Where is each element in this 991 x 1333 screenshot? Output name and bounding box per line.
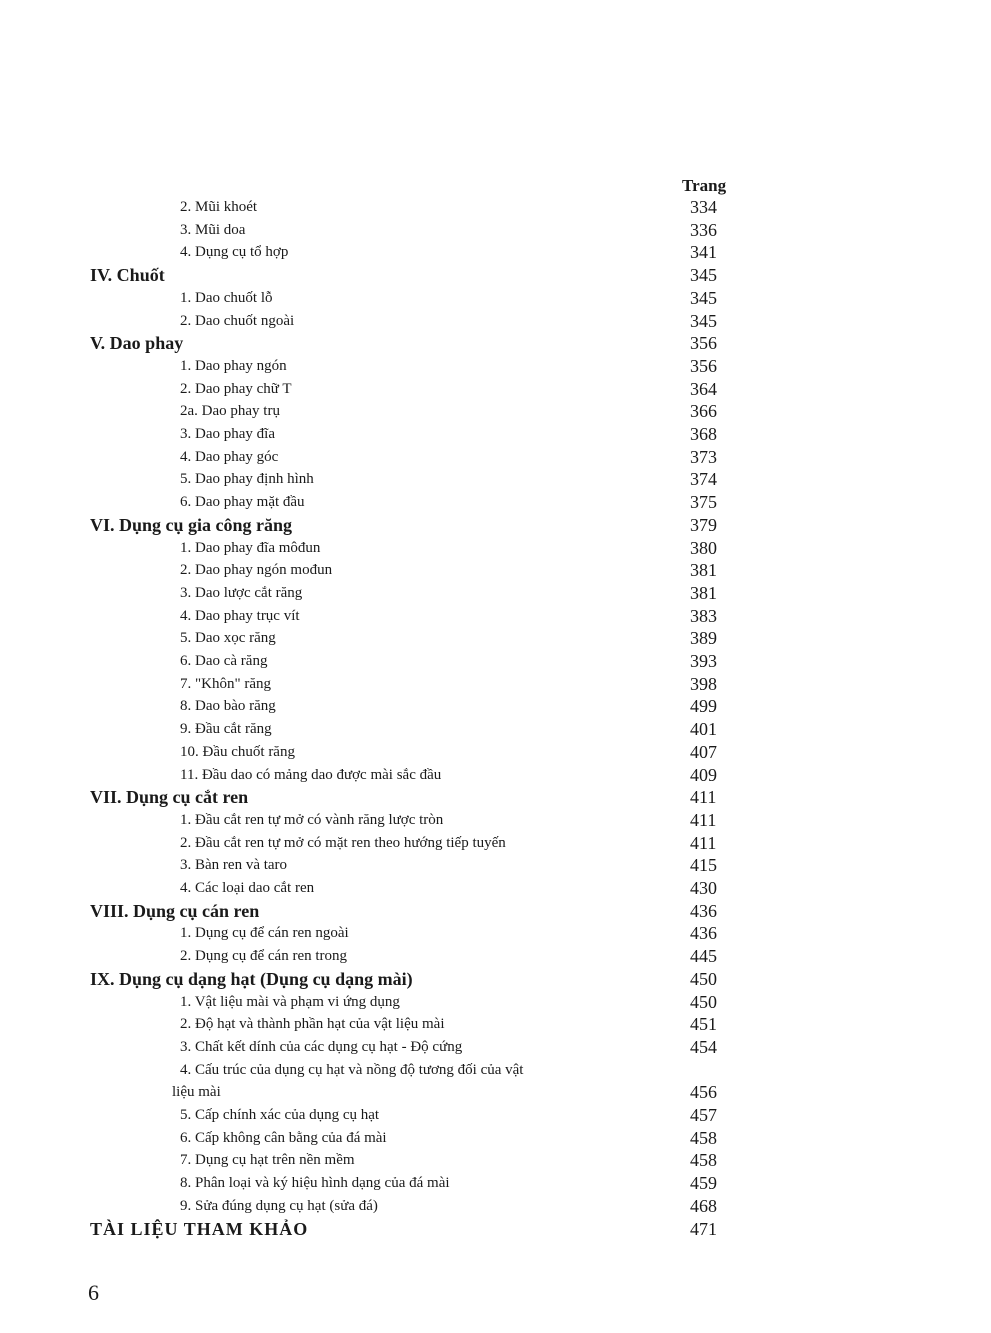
toc-section-entry — [0, 514, 991, 538]
toc-entry — [0, 627, 991, 651]
toc-entry-title: 1. Dao chuốt lỗ — [180, 289, 273, 306]
toc-entry-page: 368 — [690, 424, 717, 444]
toc-entry-title: 9. Sửa đúng dụng cụ hạt (sửa đá) — [180, 1197, 378, 1214]
toc-entry-title: 3. Mũi doa — [180, 221, 246, 238]
toc-entry-page: 409 — [690, 764, 717, 785]
toc-entry-title: 8. Dao bào răng — [180, 698, 276, 715]
toc-entry — [0, 1149, 991, 1173]
page-column-header: Trang — [682, 176, 727, 195]
toc-entry-page: 345 — [690, 287, 717, 308]
toc-entry-page: 393 — [690, 651, 717, 671]
toc-entry-title: 1. Dụng cụ để cán ren ngoài — [180, 925, 349, 942]
toc-entry-title: 4. Dao phay góc — [180, 448, 279, 465]
toc-entry-page: 499 — [690, 696, 717, 717]
toc-entry-title: 4. Dụng cụ tổ hợp — [180, 244, 289, 261]
toc-entry-title: 2. Độ hạt và thành phần hạt của vật liệu mài — [180, 1016, 445, 1033]
toc-entry-title: 8. Phân loại và ký hiệu hình dạng của đá mài — [180, 1175, 450, 1192]
toc-entry-page: 375 — [690, 492, 717, 513]
toc-entry — [0, 1104, 991, 1128]
toc-entry-title: 4. Dao phay trục vít — [180, 607, 300, 624]
toc-entry-title: 11. Đầu dao có mảng dao được mài sắc đầu — [180, 766, 442, 783]
toc-entry — [0, 650, 991, 674]
toc-entry-title: 3. Bàn ren và taro — [180, 857, 288, 874]
toc-entry — [0, 355, 991, 379]
toc-entry-page: 411 — [690, 832, 717, 853]
toc-entry-page: 374 — [690, 469, 717, 490]
toc-entry — [0, 673, 991, 697]
toc-section-entry — [0, 264, 991, 288]
toc-entry-title: liệu mài — [172, 1084, 221, 1101]
toc-entry-title: 2a. Dao phay trụ — [180, 403, 280, 420]
toc-entry-title: VII. Dụng cụ cắt ren — [90, 787, 249, 808]
toc-entry-title: V. Dao phay — [90, 333, 184, 354]
toc-section-entry — [0, 332, 991, 356]
toc-entry-page: 401 — [690, 719, 717, 740]
toc-entry — [0, 832, 991, 856]
toc-entry-page: 411 — [690, 787, 717, 808]
toc-entry-title: 6. Dao cà răng — [180, 653, 268, 669]
toc-entry-title: 2. Dao chuốt ngoài — [180, 312, 295, 329]
toc-entry-page: 345 — [690, 310, 717, 331]
toc-entry-page: 456 — [690, 1082, 717, 1103]
toc-entry — [0, 764, 991, 788]
toc-entry-title: 2. Mũi khoét — [180, 199, 258, 215]
toc-entry-page: 468 — [690, 1195, 717, 1216]
toc-entry-page: 407 — [690, 741, 717, 762]
toc-entry — [0, 695, 991, 719]
toc-entry — [0, 582, 991, 606]
toc-entry — [0, 741, 991, 765]
toc-section-entry — [0, 786, 991, 810]
toc-entry-title: 3. Dao lược cắt răng — [180, 584, 303, 601]
toc-entry-page: 411 — [690, 809, 717, 830]
toc-entry-title: 2. Dao phay chữ T — [180, 380, 292, 397]
toc-entry-title: 2. Đầu cắt ren tự mở có mặt ren theo hướng tiếp tuyến — [180, 834, 506, 851]
toc-entry — [0, 877, 991, 901]
toc-entry-page: 458 — [690, 1150, 717, 1171]
toc-entry-page: 336 — [690, 219, 717, 240]
toc-entry-page: 398 — [690, 673, 717, 694]
toc-entry — [0, 310, 991, 334]
toc-entry — [0, 1013, 991, 1037]
toc-entry — [0, 287, 991, 311]
toc-entry-title: VIII. Dụng cụ cán ren — [90, 900, 260, 921]
toc-entry-title: VI. Dụng cụ gia công răng — [90, 514, 293, 535]
toc-entry — [0, 400, 991, 424]
toc-entry-page: 383 — [690, 605, 717, 626]
toc-entry-title: 4. Cấu trúc của dụng cụ hạt và nồng độ tương đối của vật — [180, 1061, 524, 1078]
toc-entry-page: 459 — [690, 1173, 717, 1194]
toc-entry-page: 450 — [690, 968, 717, 989]
toc-entry-title: 2. Dụng cụ để cán ren trong — [180, 948, 348, 965]
toc-entry — [0, 491, 991, 515]
page-number: 6 — [88, 1280, 99, 1305]
toc-entry-page: 415 — [690, 855, 717, 876]
toc-entry — [0, 446, 991, 470]
toc-entry-page: 451 — [690, 1014, 717, 1035]
toc-entry — [0, 559, 991, 583]
toc-entry-page: 454 — [690, 1036, 717, 1057]
toc-entry-title: 7. "Khôn" răng — [180, 675, 271, 692]
toc-entry — [0, 1172, 991, 1196]
toc-entry — [0, 809, 991, 833]
toc-entry-page: 356 — [690, 333, 717, 354]
toc-entry — [0, 718, 991, 742]
toc-entry-title: 1. Đầu cắt ren tự mở có vành răng lược tròn — [180, 811, 444, 828]
toc-entry-title: IV. Chuốt — [90, 265, 165, 286]
toc-entry-title: 5. Dao phay định hình — [180, 471, 314, 488]
toc-section-entry — [0, 968, 991, 992]
toc-entry — [0, 854, 991, 878]
toc-entry-page: 450 — [690, 991, 717, 1012]
toc-entry — [0, 219, 991, 243]
toc-section-entry — [0, 1218, 991, 1242]
toc-entry — [0, 605, 991, 629]
toc-entry-page: 341 — [690, 242, 717, 263]
toc-entry-page: 445 — [690, 946, 717, 967]
toc-entry-page: 380 — [690, 537, 717, 558]
toc-entry-title: 3. Dao phay đĩa — [180, 426, 275, 442]
toc-entry-title: 5. Dao xọc răng — [180, 630, 276, 647]
toc-entry-title: 1. Dao phay đĩa môđun — [180, 539, 321, 556]
toc-entry — [0, 991, 991, 1015]
toc-entry-page: 379 — [690, 514, 717, 535]
toc-entry — [0, 945, 991, 969]
toc-entry — [0, 1036, 991, 1060]
toc-entry-page: 436 — [690, 900, 717, 921]
toc-entry-page: 366 — [690, 401, 717, 422]
toc-entry-page: 373 — [690, 446, 717, 467]
toc-entry — [0, 468, 991, 492]
toc-entry-title: 7. Dụng cụ hạt trên nền mềm — [180, 1152, 355, 1169]
toc-entry-page: 458 — [690, 1127, 717, 1148]
toc-entry-title: 6. Dao phay mặt đầu — [180, 494, 305, 511]
toc-entry — [0, 1059, 991, 1083]
toc-entry-page: 381 — [690, 560, 717, 581]
toc-entry-title: 10. Đầu chuốt răng — [180, 743, 295, 760]
toc-entry-title: 3. Chất kết dính của các dụng cụ hạt - Độ cứng — [180, 1038, 463, 1055]
toc-entry — [0, 922, 991, 946]
toc-entry — [0, 1195, 991, 1219]
toc-entry — [0, 1081, 991, 1105]
toc-entry-title: IX. Dụng cụ dạng hạt (Dụng cụ dạng mài) — [90, 968, 413, 989]
toc-entry-page: 471 — [690, 1218, 717, 1239]
toc-entry-title: 4. Các loại dao cắt ren — [180, 880, 315, 896]
toc-entry-page: 356 — [690, 355, 717, 376]
toc-entry-page: 457 — [690, 1105, 717, 1125]
toc-entry-page: 381 — [690, 582, 717, 603]
toc-section-entry — [0, 900, 991, 924]
toc-entry-page: 364 — [690, 378, 717, 399]
toc-entry — [0, 423, 991, 447]
toc-entry-title: 9. Đầu cắt răng — [180, 721, 272, 738]
toc-entry-title: 6. Cấp không cân bằng của đá mài — [180, 1129, 387, 1146]
toc-entry-page: 334 — [690, 197, 717, 217]
toc-entry — [0, 241, 991, 265]
toc-entry-title: TÀI LIỆU THAM KHẢO — [90, 1218, 309, 1239]
toc-entry — [0, 378, 991, 402]
toc-entry-page: 436 — [690, 923, 717, 944]
toc-entry-page: 345 — [690, 265, 717, 286]
toc-entry — [0, 196, 991, 220]
toc-entry-title: 1. Vật liệu mài và phạm vi ứng dụng — [180, 993, 400, 1010]
toc-entry-title: 1. Dao phay ngón — [180, 357, 287, 374]
toc-entry-title: 2. Dao phay ngón mođun — [180, 562, 333, 579]
toc-entry-title: 5. Cấp chính xác của dụng cụ hạt — [180, 1107, 380, 1123]
toc-entry-page: 430 — [690, 878, 717, 898]
toc-entry-page: 389 — [690, 628, 717, 649]
toc-entry — [0, 1127, 991, 1151]
toc-entry — [0, 537, 991, 561]
